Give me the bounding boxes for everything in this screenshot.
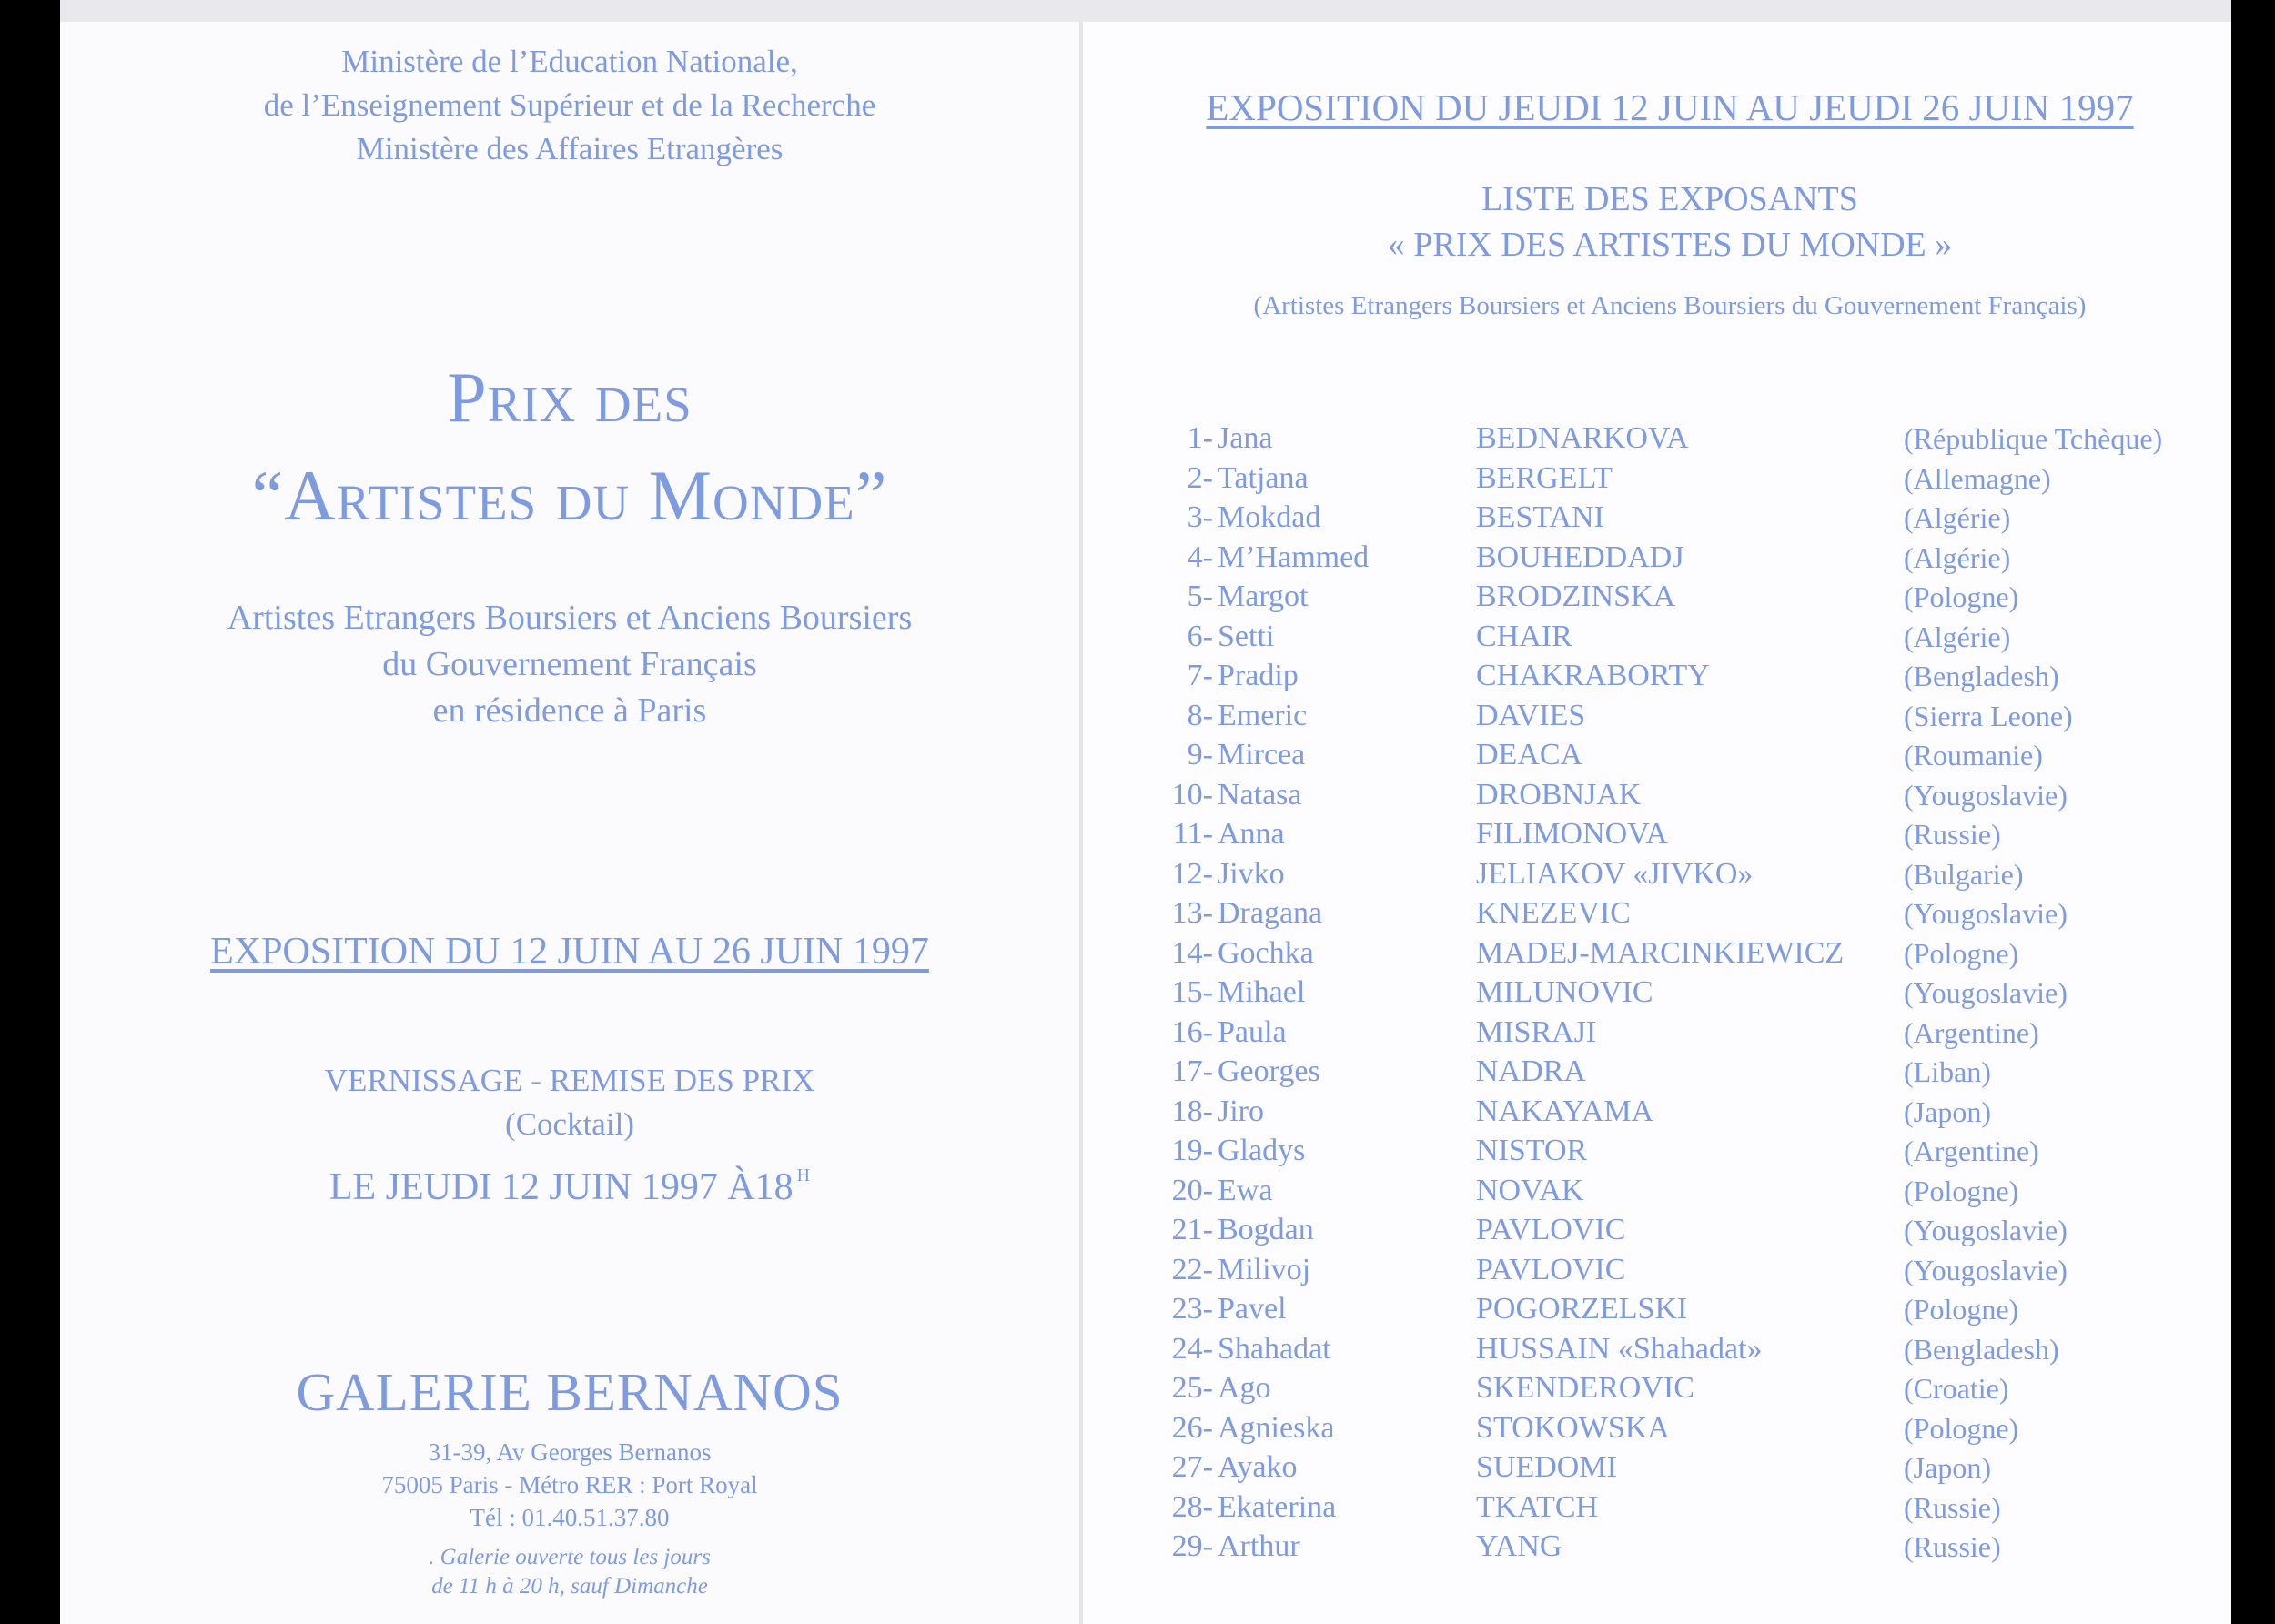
exhibitor-number: 23- bbox=[1171, 1292, 1213, 1326]
exhibitor-last-name: BOUHEDDADJ bbox=[1476, 540, 1684, 574]
exposition-dates: EXPOSITION DU 12 JUIN AU 26 JUIN 1997 bbox=[210, 931, 929, 973]
exhibitor-country: (Bulgarie) bbox=[1904, 857, 2024, 891]
exhibitor-last-name: PAVLOVIC bbox=[1476, 1213, 1626, 1246]
exhibitor-country: (Allemagne) bbox=[1904, 461, 2051, 495]
exhibitor-country: (République Tchèque) bbox=[1904, 422, 2163, 455]
exhibitor-number: 5- bbox=[1187, 580, 1213, 613]
ministry-line: de l’Enseignement Supérieur et de la Recherche bbox=[263, 87, 876, 123]
exposition-header: EXPOSITION DU JEUDI 12 JUIN AU JEUDI 26 JUIN 1997 bbox=[1206, 86, 2134, 128]
exhibitor-last-name: DROBNJAK bbox=[1476, 777, 1642, 812]
exhibitor-last-name: NOVAK bbox=[1476, 1173, 1584, 1207]
exhibitor-country: (Roumanie) bbox=[1904, 739, 2043, 772]
ministry-line: Ministère des Affaires Etrangères bbox=[356, 131, 784, 166]
exhibitor-number: 19- bbox=[1171, 1134, 1213, 1167]
ministry-header bbox=[60, 40, 1079, 171]
exhibitor-first-name: Mokdad bbox=[1218, 500, 1321, 534]
exhibitor-first-name: Dragana bbox=[1218, 896, 1323, 930]
exhibitor-number: 29- bbox=[1171, 1529, 1213, 1563]
exhibitor-list-title bbox=[1083, 177, 2257, 267]
exhibitor-number: 18- bbox=[1171, 1094, 1213, 1128]
exhibitor-country: (Japon) bbox=[1904, 1094, 1991, 1128]
prize-title-line2: “Artistes du Monde” bbox=[251, 456, 888, 535]
address-line: Tél : 01.40.51.37.80 bbox=[470, 1504, 670, 1531]
exhibitor-number: 8- bbox=[1187, 698, 1213, 732]
exhibitor-first-name: Paula bbox=[1218, 1014, 1287, 1049]
exhibitor-country: (Pologne) bbox=[1904, 1174, 2019, 1207]
exhibitor-number: 22- bbox=[1171, 1252, 1213, 1286]
exhibitor-country: (Yougoslavie) bbox=[1904, 1253, 2068, 1286]
exhibitor-number: 17- bbox=[1171, 1054, 1213, 1088]
exhibitor-last-name: YANG bbox=[1476, 1529, 1562, 1563]
exhibitor-list-note: (Artistes Etrangers Boursiers et Anciens Boursiers du Gouvernement Français) bbox=[1253, 291, 2087, 320]
subtitle-line: Artistes Etrangers Boursiers et Anciens Boursiers bbox=[227, 599, 913, 637]
address-line: 31-39, Av Georges Bernanos bbox=[428, 1438, 712, 1466]
list-title: LISTE DES EXPOSANTS bbox=[1481, 180, 1858, 218]
exhibitor-last-name: POGORZELSKI bbox=[1476, 1292, 1688, 1326]
exhibitor-first-name: Georges bbox=[1218, 1054, 1320, 1088]
exhibitor-last-name: SUEDOMI bbox=[1476, 1450, 1617, 1484]
exhibitor-country: (Bengladesh) bbox=[1904, 660, 2059, 692]
exhibitor-last-name: BRODZINSKA bbox=[1476, 580, 1676, 613]
exhibitor-last-name: CHAKRABORTY bbox=[1476, 659, 1710, 692]
exhibitor-first-name: Mircea bbox=[1218, 738, 1306, 772]
exhibitor-last-name: BEDNARKOVA bbox=[1476, 421, 1689, 455]
exhibitor-last-name: SKENDEROVIC bbox=[1476, 1371, 1694, 1405]
exhibitor-first-name: Pavel bbox=[1218, 1292, 1287, 1326]
exhibitor-number: 13- bbox=[1171, 896, 1213, 930]
exhibitor-first-name: Ago bbox=[1218, 1371, 1271, 1405]
exhibitor-last-name: MISRAJI bbox=[1476, 1014, 1597, 1049]
exhibitor-number: 2- bbox=[1187, 460, 1213, 495]
exhibitor-first-name: M’Hammed bbox=[1218, 540, 1370, 574]
prize-subtitle bbox=[60, 595, 1079, 734]
exhibitor-country: (Pologne) bbox=[1904, 1293, 2019, 1326]
exhibitor-first-name: Agnieska bbox=[1218, 1410, 1335, 1445]
exhibitor-last-name: DEACA bbox=[1476, 738, 1583, 772]
exhibitor-last-name: MILUNOVIC bbox=[1476, 975, 1653, 1009]
exhibitor-number: 28- bbox=[1171, 1489, 1213, 1524]
exhibitor-first-name: Mihael bbox=[1218, 975, 1306, 1009]
exhibitor-country: (Yougoslavie) bbox=[1904, 897, 2068, 930]
exhibitor-first-name: Margot bbox=[1218, 580, 1309, 613]
exhibitor-number: 6- bbox=[1187, 619, 1213, 653]
subtitle-line: du Gouvernement Français bbox=[382, 645, 757, 683]
exhibitor-last-name: DAVIES bbox=[1476, 698, 1586, 732]
exhibitor-number: 16- bbox=[1171, 1014, 1213, 1049]
cocktail-label: (Cocktail) bbox=[505, 1106, 634, 1142]
exhibitor-first-name: Bogdan bbox=[1218, 1213, 1314, 1246]
exhibitor-number: 4- bbox=[1187, 540, 1213, 574]
exhibitor-first-name: Natasa bbox=[1218, 777, 1302, 812]
hours-line: . Galerie ouverte tous les jours bbox=[429, 1545, 711, 1569]
exhibitor-number: 26- bbox=[1171, 1410, 1213, 1445]
exhibitor-country: (Algérie) bbox=[1904, 540, 2011, 574]
exhibitor-first-name: Anna bbox=[1218, 817, 1285, 851]
exhibitor-number: 10- bbox=[1171, 777, 1213, 812]
vernissage-hour-mark: H bbox=[796, 1165, 811, 1185]
exhibitor-country: (Japon) bbox=[1904, 1451, 1991, 1484]
exhibitor-country: (Bengladesh) bbox=[1904, 1332, 2059, 1366]
exhibitor-last-name: BERGELT bbox=[1476, 460, 1613, 495]
ministry-line: Ministère de l’Education Nationale, bbox=[341, 44, 798, 79]
exhibitor-first-name: Gochka bbox=[1218, 935, 1314, 970]
exhibitor-country: (Argentine) bbox=[1904, 1015, 2039, 1049]
exhibitor-first-name: Jana bbox=[1218, 421, 1273, 455]
exhibitor-country: (Liban) bbox=[1904, 1055, 1991, 1088]
exhibitor-country: (Croatie) bbox=[1904, 1372, 2009, 1405]
exhibitor-first-name: Milivoj bbox=[1218, 1252, 1311, 1286]
exhibitor-country: (Pologne) bbox=[1904, 1411, 2019, 1445]
exhibitor-last-name: PAVLOVIC bbox=[1476, 1252, 1626, 1286]
exhibitor-first-name: Arthur bbox=[1218, 1529, 1300, 1563]
exhibitor-country: (Yougoslavie) bbox=[1904, 976, 2068, 1009]
exhibitor-number: 27- bbox=[1171, 1450, 1213, 1484]
prize-title-line1: Prix des bbox=[447, 358, 693, 437]
exhibitor-country: (Yougoslavie) bbox=[1904, 778, 2068, 812]
list-subtitle: « PRIX DES ARTISTES DU MONDE » bbox=[1387, 226, 1953, 264]
vernissage-date-text: LE JEUDI 12 JUIN 1997 À18 bbox=[329, 1166, 794, 1208]
exhibitor-last-name: NAKAYAMA bbox=[1476, 1094, 1654, 1128]
exhibitor-country: (Argentine) bbox=[1904, 1135, 2039, 1167]
exhibitor-number: 7- bbox=[1187, 659, 1213, 692]
scan-top-edge bbox=[60, 0, 2231, 22]
exhibitor-number: 3- bbox=[1187, 500, 1213, 534]
exhibitor-last-name: HUSSAIN «Shahadat» bbox=[1476, 1331, 1763, 1366]
exhibitor-country: (Russie) bbox=[1904, 1490, 2001, 1524]
exhibitor-last-name: FILIMONOVA bbox=[1476, 817, 1668, 851]
exhibitor-first-name: Emeric bbox=[1218, 698, 1308, 732]
exhibitor-country: (Pologne) bbox=[1904, 580, 2019, 613]
address-line: 75005 Paris - Métro RER : Port Royal bbox=[381, 1471, 758, 1498]
exhibitor-last-name: KNEZEVIC bbox=[1476, 896, 1631, 930]
exhibitor-number: 15- bbox=[1171, 975, 1213, 1009]
exhibitor-first-name: Jiro bbox=[1218, 1094, 1264, 1128]
exhibitor-number: 24- bbox=[1171, 1331, 1213, 1366]
exhibitor-number: 12- bbox=[1171, 856, 1213, 891]
vernissage-block bbox=[60, 1059, 1079, 1146]
exhibitor-number: 11- bbox=[1172, 817, 1213, 851]
exhibitor-first-name: Shahadat bbox=[1218, 1331, 1331, 1366]
exhibitor-first-name: Jivko bbox=[1218, 856, 1285, 891]
subtitle-line: en résidence à Paris bbox=[432, 691, 707, 730]
exhibitor-last-name: JELIAKOV «JIVKO» bbox=[1476, 856, 1754, 891]
exhibitor-last-name: CHAIR bbox=[1476, 619, 1572, 653]
exhibitor-last-name: STOKOWSKA bbox=[1476, 1410, 1670, 1445]
vernissage-label: VERNISSAGE - REMISE DES PRIX bbox=[324, 1063, 815, 1098]
exhibitor-number: 14- bbox=[1171, 935, 1213, 970]
exhibitor-last-name: MADEJ-MARCINKIEWICZ bbox=[1476, 935, 1845, 970]
exhibitor-first-name: Ekaterina bbox=[1218, 1489, 1337, 1524]
exhibitor-last-name: BESTANI bbox=[1476, 500, 1604, 534]
gallery-address bbox=[60, 1436, 1079, 1534]
exhibitor-country: (Russie) bbox=[1904, 1530, 2001, 1563]
gallery-hours bbox=[60, 1543, 1079, 1601]
exhibitor-first-name: Tatjana bbox=[1218, 460, 1309, 495]
exhibitor-country: (Algérie) bbox=[1904, 620, 2011, 653]
exhibitor-last-name: TKATCH bbox=[1476, 1489, 1599, 1524]
exhibitor-country: (Russie) bbox=[1904, 818, 2001, 851]
exhibitor-last-name: NADRA bbox=[1476, 1054, 1586, 1088]
exhibitor-first-name: Setti bbox=[1218, 619, 1275, 653]
exhibitor-country: (Pologne) bbox=[1904, 936, 2019, 970]
hours-line: de 11 h à 20 h, sauf Dimanche bbox=[431, 1574, 708, 1599]
exhibitor-country: (Algérie) bbox=[1904, 501, 2011, 534]
exhibitor-number: 25- bbox=[1171, 1371, 1213, 1405]
exhibitor-number: 1- bbox=[1187, 421, 1213, 455]
exhibitor-country: (Sierra Leone) bbox=[1904, 699, 2073, 732]
exhibitor-number: 9- bbox=[1187, 738, 1213, 772]
gallery-name: GALERIE BERNANOS bbox=[296, 1362, 844, 1422]
exhibitor-last-name: NISTOR bbox=[1476, 1134, 1588, 1167]
exhibitor-number: 21- bbox=[1171, 1213, 1213, 1246]
exhibitor-country: (Yougoslavie) bbox=[1904, 1214, 2068, 1246]
exhibitor-first-name: Pradip bbox=[1218, 659, 1299, 692]
vernissage-date bbox=[60, 1150, 1079, 1213]
exhibitor-first-name: Ewa bbox=[1218, 1173, 1273, 1207]
exhibitor-first-name: Ayako bbox=[1218, 1450, 1298, 1484]
exhibitor-number: 20- bbox=[1171, 1173, 1213, 1207]
exhibitor-first-name: Gladys bbox=[1218, 1134, 1306, 1167]
